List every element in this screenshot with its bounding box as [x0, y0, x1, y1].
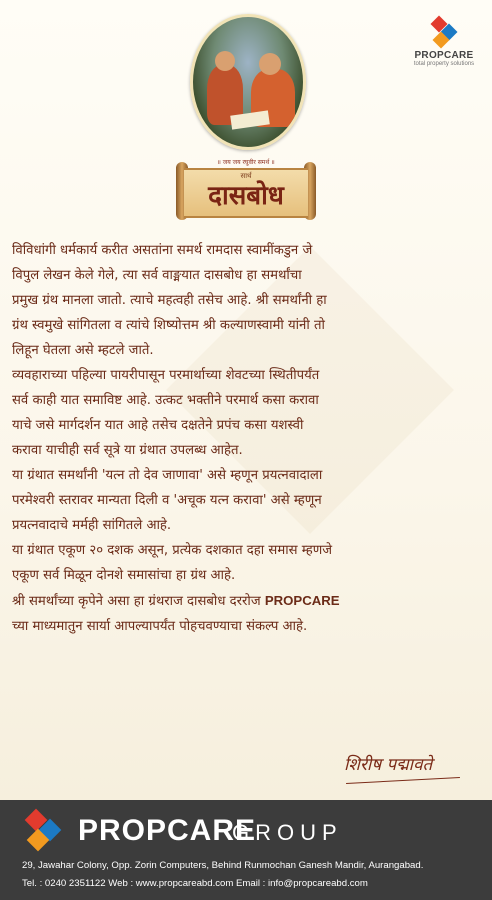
- text-line: एकूण सर्व मिळून दोनशे समासांचा हा ग्रंथ आहे.: [12, 568, 236, 583]
- disciple-head: [215, 51, 235, 71]
- text-line: सर्व काही यात समाविष्ट आहे. उत्कट भक्तीने परमार्थ कसा करावा: [12, 393, 319, 408]
- title-scroll: [176, 160, 316, 222]
- text-line: परमेश्वरी स्तरावर मान्यता दिली व 'अचूक यत्न करावा' असे म्हणून: [12, 493, 322, 508]
- footer-address: 29, Jawahar Colony, Opp. Zorin Computers, Behind Runmochan Ganesh Mandir, Aurangabad.: [22, 860, 424, 871]
- inline-brand: PROPCARE: [264, 593, 340, 608]
- propcare-logo-icon: [429, 18, 459, 48]
- text-line-with-brand: [12, 588, 480, 614]
- text-line: या ग्रंथात समर्थांनी 'यत्न तो देव जाणावा' असे म्हणून प्रयत्नवादाला: [12, 468, 323, 483]
- text-line: करावा याचीही सर्व सूत्रे या ग्रंथात उपलब्ध आहेत.: [12, 443, 243, 458]
- text-line: च्या माध्यमातुन सार्या आपल्यापर्यंत पोहचवण्याचा संकल्प आहे.: [12, 619, 308, 634]
- propcare-logo: [404, 18, 484, 67]
- footer-contact: Tel. : 0240 2351122 Web : www.propcareabd.com Email : info@propcareabd.com: [22, 878, 368, 889]
- footer: [0, 800, 492, 900]
- text-line: विविधांगी धर्मकार्य करीत असतांना समर्थ रामदास स्वामींकडुन जे: [12, 243, 313, 258]
- footer-group-label: GROUP: [232, 820, 343, 845]
- text-line: या ग्रंथात एकूण २० दशक असून, प्रत्येक दशकात दहा समास म्हणजे: [12, 543, 333, 558]
- signature-underline: [346, 777, 460, 784]
- propcare-footer-logo-icon: [22, 810, 62, 850]
- logo-tagline: total property solutions: [413, 61, 475, 67]
- text-fragment: श्री समर्थांच्या कृपेने असा हा ग्रंथराज दासबोध दररोज: [12, 594, 261, 609]
- text-line: व्यवहाराच्या पहिल्या पायरीपासून परमार्थाच्या शेवटच्या स्थितीपर्यंत: [12, 368, 320, 383]
- text-line: लिहून घेतला असे म्हटले जाते.: [12, 343, 154, 358]
- scroll-invocation: ॥ जय जय रघुवीर समर्थ ॥: [217, 159, 275, 166]
- title-prefix: सार्थ: [240, 172, 252, 180]
- text-line: प्रमुख ग्रंथ मानला जातो. त्याचे महत्वही तसेच आहे. श्री समर्थांनी हा: [12, 293, 327, 308]
- scroll-paper: [184, 168, 308, 218]
- footer-brand-name: PROPCARE: [78, 814, 257, 847]
- page-title: दासबोध: [208, 181, 284, 211]
- body-text: [12, 238, 480, 639]
- text-line: विपुल लेखन केले गेले, त्या सर्व वाङ्मयात दासबोध हा समर्थांचा: [12, 268, 302, 283]
- saints-painting: [190, 14, 306, 150]
- saint-head: [259, 53, 281, 75]
- signature: [344, 752, 464, 788]
- text-line: याचे जसे मार्गदर्शन यात आहे तसेच दक्षतेने प्रपंच कसा यशस्वी: [12, 418, 304, 433]
- text-line: प्रयत्नवादाचे मर्मही सांगितले आहे.: [12, 518, 172, 533]
- text-line: ग्रंथ स्वमुखे सांगितला व त्यांचे शिष्योत्तम श्री कल्याणस्वामी यांनी तो: [12, 318, 325, 333]
- logo-name: PROPCARE: [414, 50, 474, 61]
- signature-text: शिरीष पद्मावते: [344, 755, 433, 775]
